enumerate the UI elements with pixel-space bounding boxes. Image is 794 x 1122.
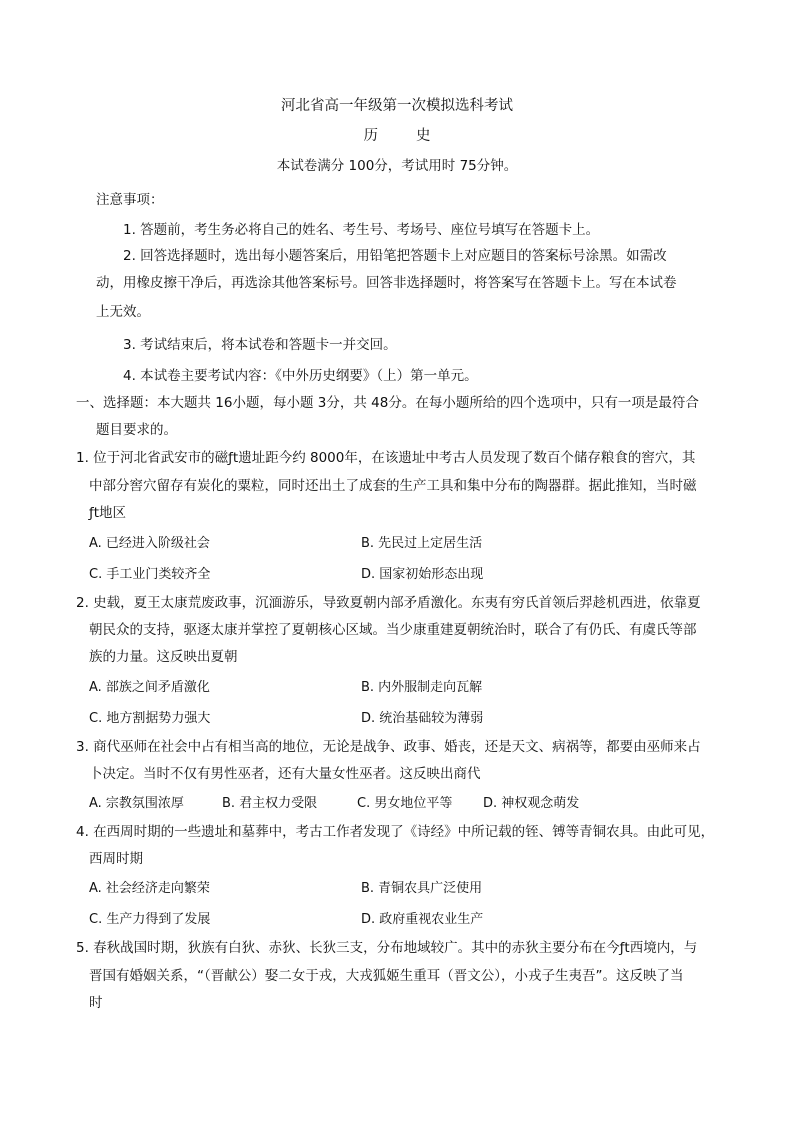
note-2-line-2: 动，用橡皮擦干净后，再选涂其他答案标号。回答非选择题时，将答案写在答题卡上。写在本试卷	[96, 275, 677, 291]
question-2-option-a: A. 部族之间矛盾激化	[89, 680, 210, 695]
question-3-line-2: 卜决定。当时不仅有男性巫者，还有大量女性巫者。这反映出商代	[89, 766, 481, 782]
note-1: 1. 答题前，考生务必将自己的姓名、考生号、考场号、座位号填写在答题卡上。	[123, 222, 600, 238]
note-2-line-3: 上无效。	[96, 304, 150, 320]
section-heading-line-1: 一、选择题：本大题共 16小题，每小题 3分，共 48分。在每小题所给的四个选项中，只有一项是最符合	[76, 395, 699, 411]
question-3-line-1: 3. 商代巫师在社会中占有相当高的地位，无论是战争、政事、婚丧，还是天文、病祸等，都要由巫师来占	[76, 739, 701, 755]
subject-name	[0, 126, 794, 146]
question-1-line-2: 中部分窖穴留存有炭化的粟粒，同时还出土了成套的生产工具和集中分布的陶器群。据此推知，当时磁	[89, 478, 697, 494]
question-4-option-d: D. 政府重视农业生产	[361, 912, 484, 927]
exam-title: 河北省高一年级第一次模拟选科考试	[281, 98, 513, 114]
question-5-line-3: 时	[89, 995, 103, 1011]
subject-char-1: 历	[363, 128, 378, 144]
question-4-line-2: 西周时期	[89, 851, 143, 867]
question-5-line-2: 晋国有婚姻关系，“（晋献公）娶二女于戎，大戎狐姬生重耳（晋文公），小戎子生夷吾”。这反映了当	[89, 968, 684, 984]
question-1-option-c: C. 手工业门类较齐全	[89, 567, 211, 582]
question-3-option-b: B. 君主权力受限	[222, 796, 318, 811]
question-3-option-d: D. 神权观念萌发	[483, 796, 580, 811]
question-2-option-b: B. 内外服制走向瓦解	[361, 680, 483, 695]
question-2-line-2: 朝民众的支持，驱逐太康并掌控了夏朝核心区域。当少康重建夏朝统治时，联合了有仍氏、有虞氏等部	[89, 622, 697, 638]
notes-heading: 注意事项：	[96, 192, 164, 208]
question-3-option-a: A. 宗教氛围浓厚	[89, 796, 184, 811]
exam-info: 本试卷满分 100分，考试用时 75分钟。	[276, 158, 518, 174]
question-1-line-3: ƒt地区	[89, 505, 127, 521]
note-4: 4. 本试卷主要考试内容：《中外历史纲要》（上）第一单元。	[123, 368, 478, 384]
section-heading-line-2: 题目要求的。	[96, 422, 177, 438]
question-2-line-1: 2. 史载，夏王太康荒废政事，沉湎游乐，导致夏朝内部矛盾激化。东夷有穷氏首领后羿趁机西进，依靠夏	[76, 595, 701, 611]
question-4-line-1: 4. 在西周时期的一些遗址和墓葬中，考古工作者发现了《诗经》中所记载的铚、镈等青铜农具。由此可见，	[76, 824, 715, 840]
question-4-option-b: B. 青铜农具广泛使用	[361, 881, 483, 896]
question-4-option-c: C. 生产力得到了发展	[89, 912, 211, 927]
note-2-line-1: 2. 回答选择题时，选出每小题答案后，用铅笔把答题卡上对应题目的答案标号涂黑。如需改	[123, 248, 667, 264]
question-3-option-c: C. 男女地位平等	[357, 796, 453, 811]
note-3: 3. 考试结束后，将本试卷和答题卡一并交回。	[123, 337, 397, 353]
question-1-option-d: D. 国家初始形态出现	[361, 567, 484, 582]
question-1-option-b: B. 先民过上定居生活	[361, 536, 483, 551]
subject-char-2: 史	[416, 128, 431, 144]
question-2-line-3: 族的力量。这反映出夏朝	[89, 649, 238, 665]
question-1-option-a: A. 已经进入阶级社会	[89, 536, 210, 551]
question-5-line-1: 5. 春秋战国时期，狄族有白狄、赤狄、长狄三支，分布地域较广。其中的赤狄主要分布在今ƒt西境内，与	[76, 940, 698, 956]
question-2-option-d: D. 统治基础较为薄弱	[361, 711, 484, 726]
question-2-option-c: C. 地方割据势力强大	[89, 711, 211, 726]
question-1-line-1: 1. 位于河北省武安市的磁ƒt遗址距今约 8000年，在该遗址中考古人员发现了数百个储存粮食的窖穴，其	[76, 450, 696, 466]
question-4-option-a: A. 社会经济走向繁荣	[89, 881, 210, 896]
